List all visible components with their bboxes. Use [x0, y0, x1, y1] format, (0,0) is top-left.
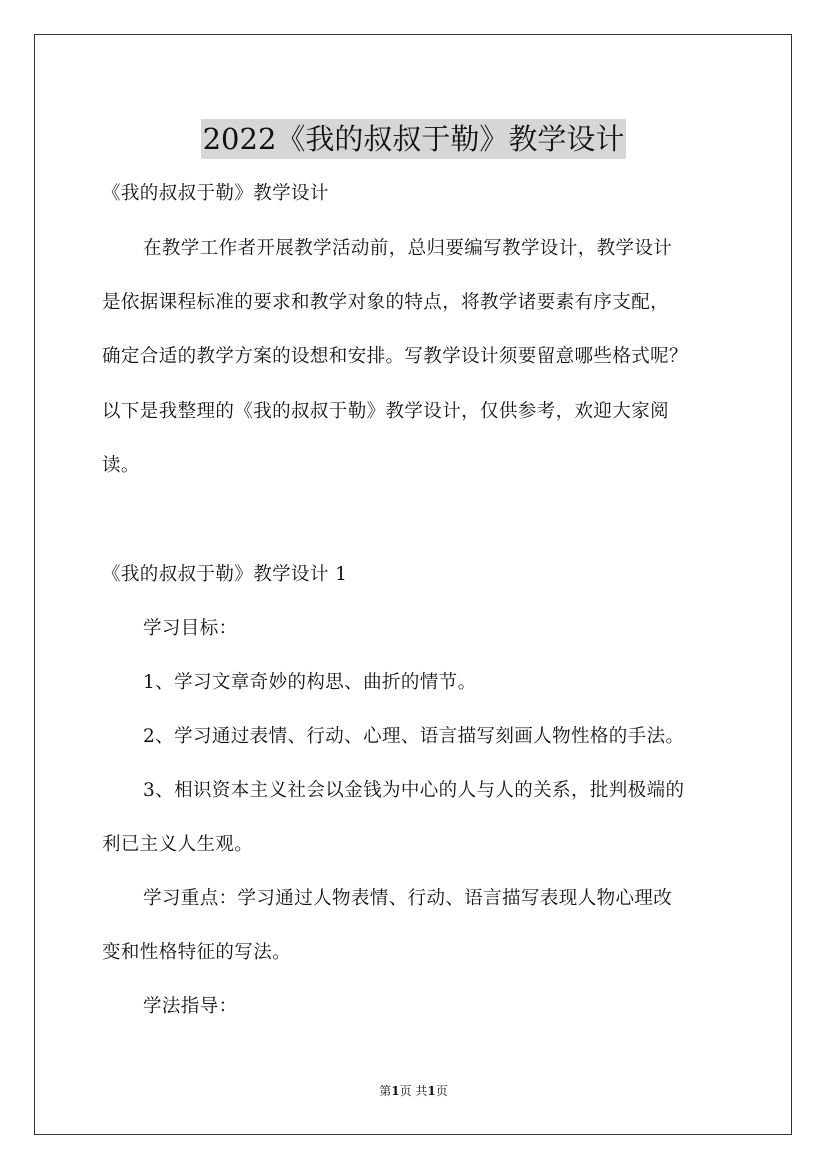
method-label: 学法指导： — [143, 996, 238, 1017]
goal-3-line-1: 3、相识资本主义社会以金钱为中心的人与人的关系，批判极端的 — [143, 780, 685, 801]
footer-page-total: 1 — [427, 1084, 436, 1098]
document-title: 2022《我的叔叔于勒》教学设计 — [201, 119, 627, 159]
footer-page-mid: 页 共 — [399, 1084, 428, 1098]
section-heading: 《我的叔叔于勒》教学设计 1 — [102, 564, 348, 585]
intro-line-4: 以下是我整理的《我的叔叔于勒》教学设计，仅供参考，欢迎大家阅 — [102, 401, 670, 422]
footer-page-number: 1 — [391, 1084, 400, 1098]
goal-1: 1、学习文章奇妙的构思、曲折的情节。 — [143, 672, 477, 693]
intro-line-5: 读。 — [102, 455, 140, 476]
goal-3-line-2: 利已主义人生观。 — [102, 834, 254, 855]
intro-heading: 《我的叔叔于勒》教学设计 — [102, 183, 329, 204]
focus-line-2: 变和性格特征的写法。 — [102, 942, 292, 963]
page-footer — [0, 1083, 827, 1099]
goal-2: 2、学习通过表情、行动、心理、语言描写刻画人物性格的手法。 — [143, 726, 685, 747]
intro-line-3: 确定合适的教学方案的设想和安排。写教学设计须要留意哪些格式呢？ — [102, 346, 688, 367]
intro-line-1: 在教学工作者开展教学活动前，总归要编写教学设计，教学设计 — [143, 238, 673, 259]
focus-line-1: 学习重点：学习通过人物表情、行动、语言描写表现人物心理改 — [143, 888, 673, 909]
title-container — [0, 100, 827, 179]
goals-label: 学习目标： — [143, 618, 238, 639]
intro-line-2: 是依据课程标准的要求和教学对象的特点，将教学诸要素有序支配， — [102, 292, 670, 313]
footer-page-suffix: 页 — [435, 1084, 448, 1098]
footer-page-prefix: 第 — [379, 1084, 392, 1098]
